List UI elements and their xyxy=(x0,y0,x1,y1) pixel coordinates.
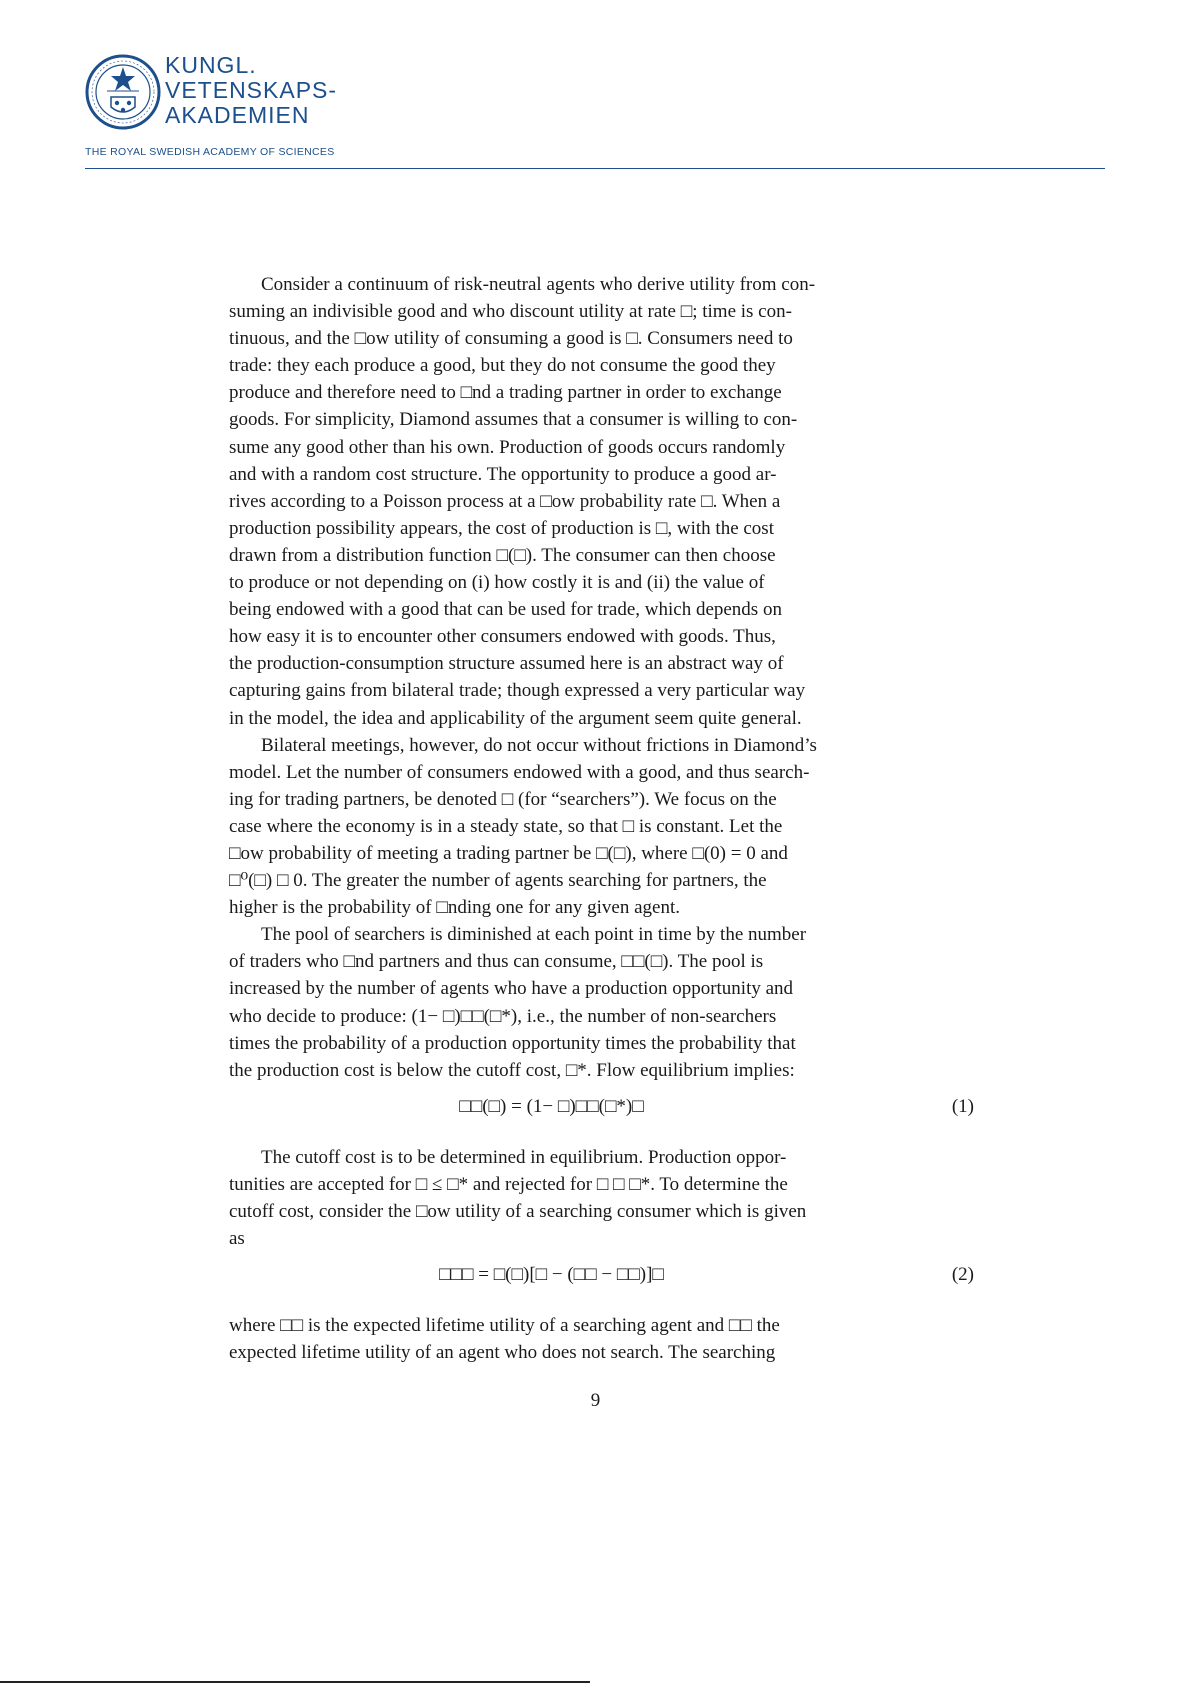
text-line: being endowed with a good that can be used for trade, which depends on xyxy=(229,599,782,621)
text-line: cutoff cost, consider the □ow utility of a searching consumer which is given xyxy=(229,1201,807,1222)
paragraph-5 xyxy=(229,1312,874,1366)
academy-wordmark xyxy=(165,53,337,128)
text-line: case where the economy is in a steady state, so that □ is constant. Let the xyxy=(229,815,783,837)
text-line: how easy it is to encounter other consumers endowed with goods. Thus, xyxy=(229,626,776,648)
text-line: The pool of searchers is diminished at each point in time by the number xyxy=(261,924,807,946)
text-line: produce and therefore need to □nd a trading partner in order to exchange xyxy=(229,382,782,404)
logo-line-2: VETENSKAPS- xyxy=(165,77,338,103)
text-line: tunities are accepted for □ ≤ □* and rejected for □ □ □*. To determine the xyxy=(229,1173,788,1195)
text-line: rives according to a Poisson process at a □ow probability rate □. When a xyxy=(229,490,781,512)
text-line: and with a random cost structure. The opportunity to produce a good ar- xyxy=(229,463,777,485)
text-line: □ow probability of meeting a trading partner be □(□), where □(0) = 0 and xyxy=(229,842,788,864)
text-line: expected lifetime utility of an agent who does not search. The searching xyxy=(229,1342,776,1364)
text-line: goods. For simplicity, Diamond assumes that a consumer is willing to con- xyxy=(229,409,798,431)
paragraph-3 xyxy=(229,921,874,1084)
text-line: capturing gains from bilateral trade; though expressed a very particular way xyxy=(229,680,806,702)
header-rule xyxy=(85,168,1105,169)
text-line: ing for trading partners, be denoted □ (for “searchers”). We focus on the xyxy=(229,788,777,810)
text-line: Consider a continuum of risk-neutral agents who derive utility from con- xyxy=(261,274,816,295)
text-line: times the probability of a production opportunity times the probability that xyxy=(229,1032,796,1054)
text-line: sume any good other than his own. Production of goods occurs randomly xyxy=(229,436,786,458)
paragraph-1 xyxy=(229,271,874,732)
page-number: 9 xyxy=(590,1390,601,1411)
text-line: □⁰(□) □ 0. The greater the number of agents searching for partners, the xyxy=(229,870,767,892)
equation-1 xyxy=(229,1088,974,1132)
text-line: drawn from a distribution function □(□). The consumer can then choose xyxy=(229,544,776,566)
text-line: of traders who □nd partners and thus can consume, □□(□). The pool is xyxy=(229,951,764,973)
text-line: production possibility appears, the cost of production is □, with the cost xyxy=(229,517,774,539)
article-body xyxy=(229,271,974,1366)
text-line: higher is the probability of □nding one for any given agent. xyxy=(229,897,681,919)
footer-rule xyxy=(0,1681,590,1683)
text-line: the production-consumption structure assumed here is an abstract way of xyxy=(229,653,784,675)
text-line: in the model, the idea and applicability of the argument seem quite general. xyxy=(229,707,802,729)
equation-2-expression: □□□ = □(□)[□ − (□□ − □□)]□ xyxy=(439,1264,664,1286)
academy-subtitle: THE ROYAL SWEDISH ACADEMY OF SCIENCES xyxy=(85,146,335,158)
text-line: who decide to produce: (1− □)□□(□*), i.e., the number of non-searchers xyxy=(229,1005,777,1027)
academy-seal-icon xyxy=(85,45,161,140)
equation-2 xyxy=(229,1256,974,1300)
text-line: The cutoff cost is to be determined in equilibrium. Production oppor- xyxy=(261,1146,787,1168)
text-line: where □□ is the expected lifetime utility of a searching agent and □□ the xyxy=(229,1315,780,1337)
text-line: to produce or not depending on (i) how costly it is and (ii) the value of xyxy=(229,572,765,594)
text-line: Bilateral meetings, however, do not occur without frictions in Diamond’s xyxy=(261,734,817,756)
text-line: trade: they each produce a good, but they do not consume the good they xyxy=(229,355,776,377)
text-line: tinuous, and the □ow utility of consuming a good is □. Consumers need to xyxy=(229,328,793,350)
logo-line-1: KUNGL. xyxy=(165,52,257,78)
text-line: suming an indivisible good and who discount utility at rate □; time is con- xyxy=(229,301,792,323)
logo-line-3: AKADEMIEN xyxy=(165,102,310,128)
page-header xyxy=(85,45,1105,170)
text-line: model. Let the number of consumers endowed with a good, and thus search- xyxy=(229,761,810,783)
paragraph-2 xyxy=(229,732,874,922)
equation-2-number: (2) xyxy=(951,1264,974,1286)
paragraph-4 xyxy=(229,1144,874,1252)
equation-1-expression: □□(□) = (1− □)□□(□*)□ xyxy=(459,1095,644,1117)
text-line: the production cost is below the cutoff cost, □*. Flow equilibrium implies: xyxy=(229,1059,795,1081)
text-line: as xyxy=(229,1228,245,1250)
text-line: increased by the number of agents who have a production opportunity and xyxy=(229,978,794,1000)
equation-1-number: (1) xyxy=(951,1095,974,1117)
